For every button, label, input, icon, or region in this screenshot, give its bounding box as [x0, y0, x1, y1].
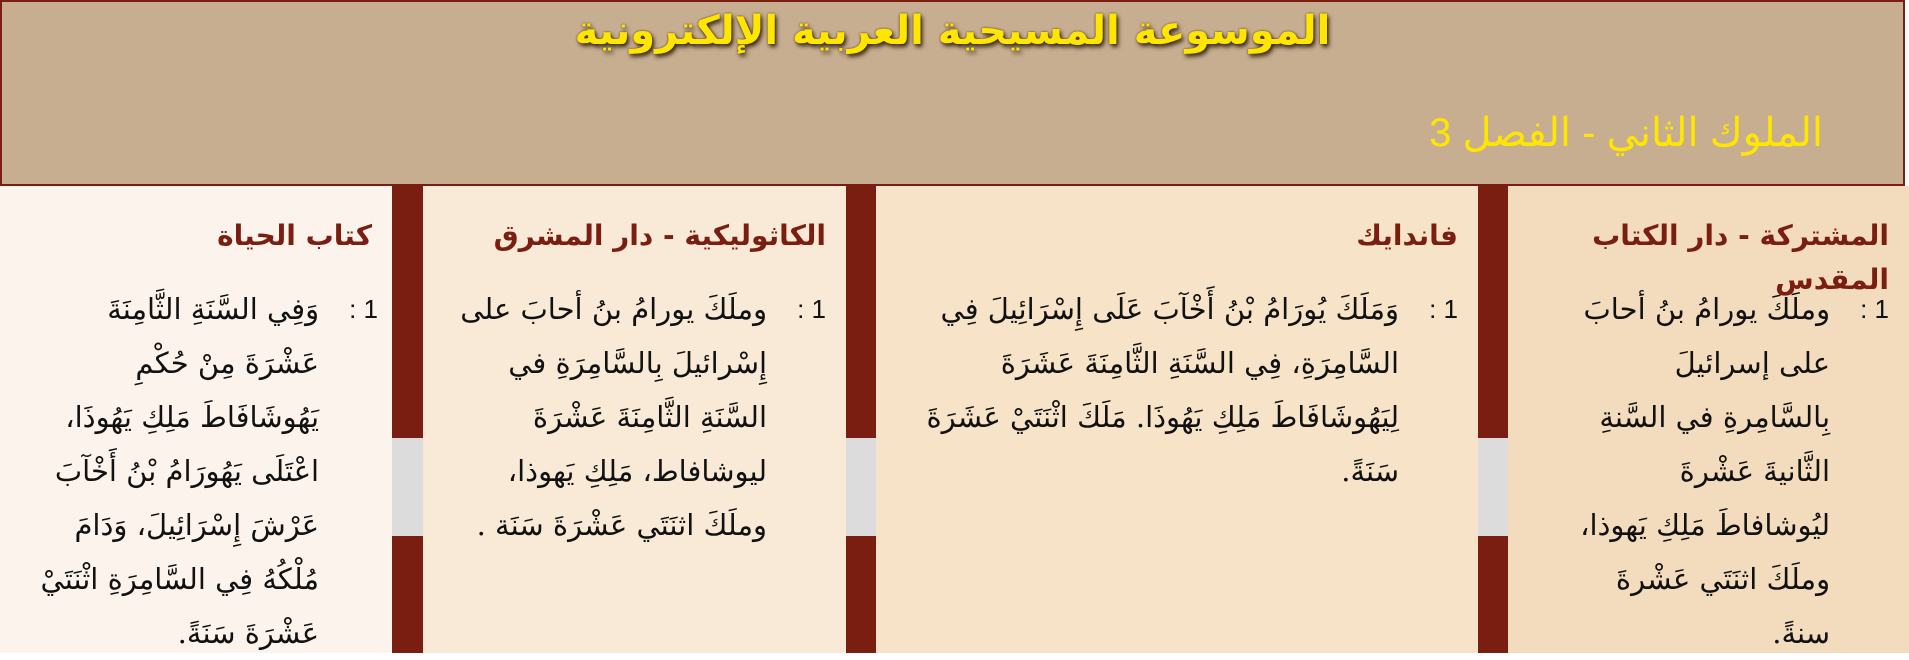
column-scrollbar[interactable]	[392, 186, 423, 653]
site-title: الموسوعة المسيحية العربية الإلكترونية	[574, 8, 1331, 54]
verse-text: وملَكَ يورامُ بنُ أحابَ على إسرائيلَ بِالسَّامِرةِ في السَّنةِ الثَّانيةَ عَشْرةَ ليُوشافاطَ مَلِكِ يَهوذا، وملَكَ اثنَتَي عَشْرةَ سنةً.	[1580, 292, 1831, 650]
verse-number: 1 :	[349, 294, 378, 324]
verse-row	[1528, 282, 1889, 660]
scrollbar-thumb[interactable]	[392, 438, 423, 536]
verse-row	[896, 282, 1458, 498]
verse-row	[10, 282, 378, 660]
verse-number: 1 :	[797, 294, 826, 324]
scrollbar-thumb[interactable]	[1478, 438, 1508, 536]
verse-number: 1 :	[1429, 294, 1458, 324]
column-scrollbar[interactable]	[846, 186, 876, 653]
column-scrollbar[interactable]	[1478, 186, 1508, 653]
verse-row	[443, 282, 826, 552]
translations-panel	[0, 186, 1909, 653]
verse-text: وَمَلَكَ يُورَامُ بْنُ أَخْآبَ عَلَى إِسْرَائِيلَ فِي السَّامِرَةِ، فِي السَّنَةِ الثَّامِنَةَ عَشَرَةَ لِيَهُوشَافَاطَ مَلِكِ يَهُوذَا. مَلَكَ اثْنَتَيْ عَشَرَةَ سَنَةً.	[926, 292, 1400, 488]
version-title: فاندايك	[1356, 219, 1458, 252]
verse-text: وملَكَ يورامُ بنُ أحابَ على إِسْرائيلَ بِالسَّامِرَةِ في السَّنَةِ الثَّامِنَةَ عَشْرَةَ ليوشافاط، مَلِكِ يَهوذا، وملَكَ اثنَتَي عَشْرَةَ سَنَة .	[460, 292, 768, 542]
column-catholic	[423, 186, 846, 653]
page-header	[0, 0, 1905, 186]
scrollbar-thumb[interactable]	[846, 438, 876, 536]
version-title: المشتركة - دار الكتاب المقدس	[1592, 219, 1889, 296]
version-title: كتاب الحياة	[217, 219, 372, 252]
chapter-title: الملوك الثاني - الفصل 3	[1429, 111, 1823, 155]
version-title: الكاثوليكية - دار المشرق	[493, 219, 826, 252]
column-vandyke	[876, 186, 1478, 653]
verse-text: وَفِي السَّنَةِ الثَّامِنَةَ عَشْرَةَ مِنْ حُكْمِ يَهُوشَافَاطَ مَلِكِ يَهُوذَا، اعْتَلَى يَهُورَامُ بْنُ أَخْآبَ عَرْشَ إِسْرَائِيلَ، وَدَامَ مُلْكُهُ فِي السَّامِرَةِ اثْنَتَيْ عَشْرَةَ سَنَةً.	[40, 292, 320, 650]
column-mushtaraka	[1508, 186, 1909, 653]
column-book-of-life	[0, 186, 392, 653]
verse-number: 1 :	[1860, 294, 1889, 324]
